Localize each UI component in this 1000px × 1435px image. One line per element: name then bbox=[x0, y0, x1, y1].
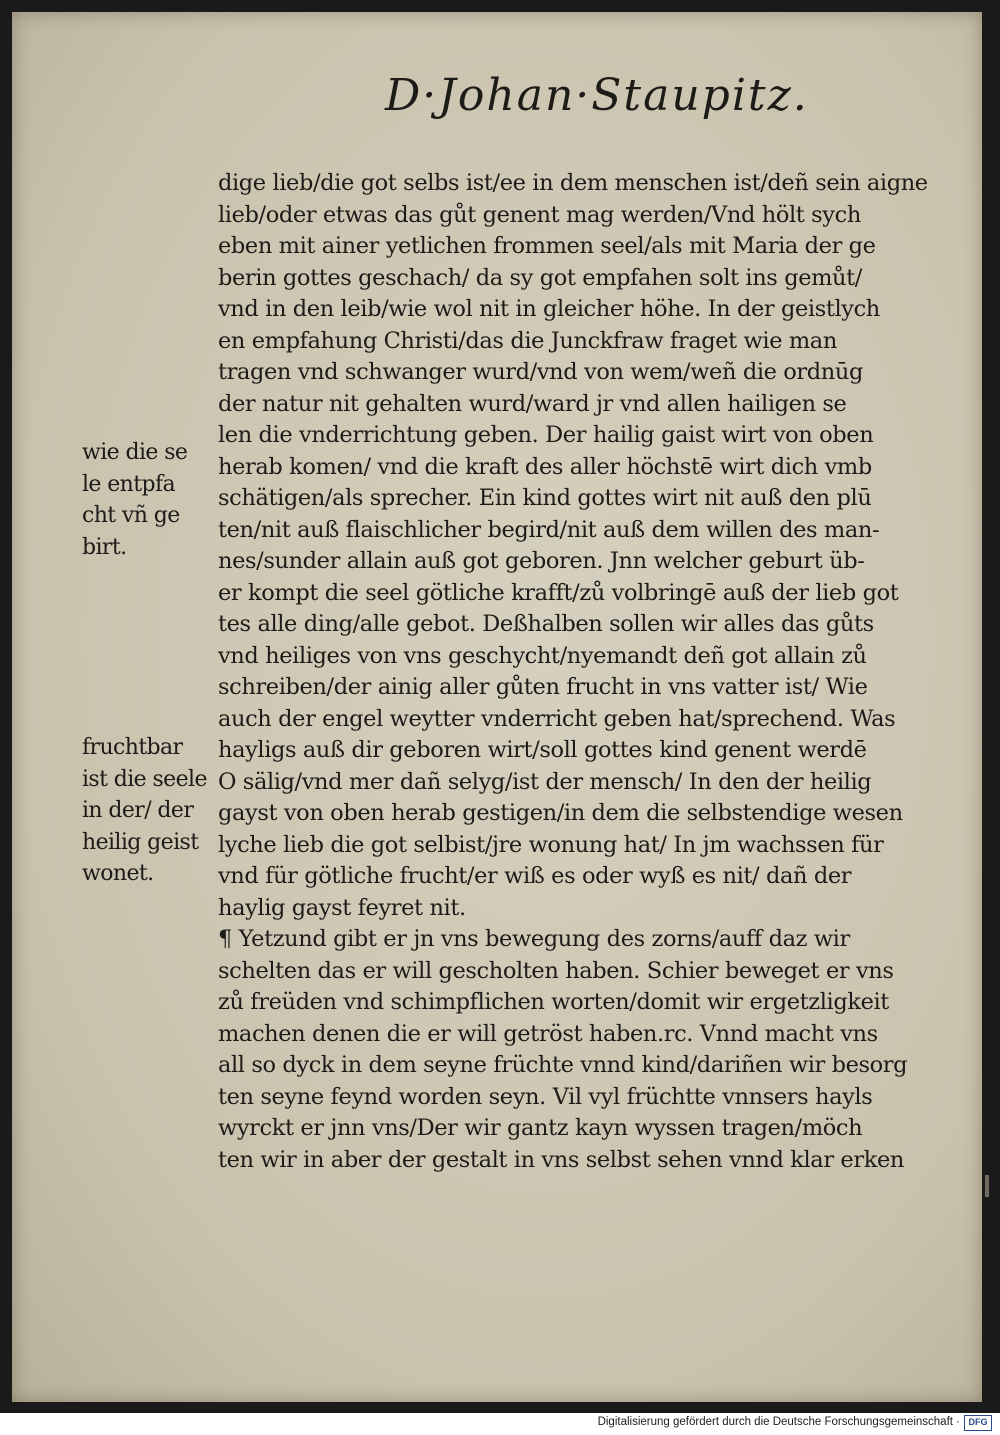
text-line: all so dyck in dem seyne früchte vnnd kind/dariñen wir besorg bbox=[218, 1052, 908, 1078]
text-line: len die vnderrichtung geben. Der hailig gaist wirt von oben bbox=[218, 422, 874, 448]
text-line: vnd in den leib/wie wol nit in gleicher höhe. In der geistlych bbox=[218, 296, 880, 322]
text-line: ¶ Yetzund gibt er jn vns bewegung des zorns/auff daz wir bbox=[218, 926, 850, 952]
text-line: vnd für götliche frucht/er wiß es oder wyß es nit/ dañ der bbox=[218, 863, 852, 889]
text-line: O sälig/vnd mer dañ selyg/ist der mensch/ In den der heilig bbox=[218, 768, 872, 795]
marginal-note-2 bbox=[82, 732, 212, 890]
text-line: vnd heiliges von vns geschycht/nyemandt deñ got allain zů bbox=[218, 642, 867, 669]
page-edge-mark bbox=[985, 1175, 989, 1197]
text-line: der natur nit gehalten wurd/ward jr vnd allen hailigen se bbox=[218, 390, 847, 417]
marginal-note-line: wonet. bbox=[82, 861, 154, 886]
text-line: gayst von oben herab gestigen/in dem die selbstendige wesen bbox=[218, 800, 903, 826]
text-line: machen denen die er will getröst haben.rc. Vnnd macht vns bbox=[218, 1020, 878, 1047]
text-line: berin gottes geschach/ da sy got empfahen solt ins gemůt/ bbox=[218, 264, 862, 291]
marginal-note-line: cht vñ ge bbox=[82, 503, 180, 528]
running-head: D·Johan·Staupitz. bbox=[385, 70, 809, 121]
text-line: wyrckt er jnn vns/Der wir gantz kayn wyssen tragen/möch bbox=[218, 1115, 863, 1141]
text-line: auch der engel weytter vnderricht geben hat/sprechend. Was bbox=[218, 705, 896, 732]
marginal-note-line: heilig geist bbox=[82, 829, 199, 855]
marginal-note-line: wie die se bbox=[82, 440, 188, 465]
text-line: nes/sunder allain auß got geboren. Jnn welcher geburt üb- bbox=[218, 548, 865, 574]
text-line: herab komen/ vnd die kraft des aller höchstē wirt dich vmb bbox=[218, 453, 872, 480]
text-line: dige lieb/die got selbs ist/ee in dem menschen ist/deñ sein aigne bbox=[218, 170, 928, 196]
main-text-block bbox=[218, 168, 963, 1176]
text-line: tes alle ding/alle gebot. Deßhalben sollen wir alles das gůts bbox=[218, 611, 874, 637]
text-line: lieb/oder etwas das gůt genent mag werden/Vnd hölt sych bbox=[218, 201, 861, 228]
marginal-note-1 bbox=[82, 437, 212, 563]
text-line: haylig gayst feyret nit. bbox=[218, 894, 466, 921]
text-line: schreiben/der ainig aller gůten frucht in vns vatter ist/ Wie bbox=[218, 674, 868, 700]
text-line: er kompt die seel götliche krafft/zů volbringē auß der lieb got bbox=[218, 579, 899, 606]
text-line: hayligs auß dir geboren wirt/soll gottes kind genent werdē bbox=[218, 737, 867, 763]
text-line: schelten das er will gescholten haben. Schier beweget er vns bbox=[218, 957, 894, 984]
marginal-note-line: fruchtbar bbox=[82, 735, 183, 760]
dfg-logo: DFG bbox=[964, 1415, 992, 1431]
text-line: schätigen/als sprecher. Ein kind gottes wirt nit auß den plū bbox=[218, 485, 872, 511]
text-line: ten seyne feynd worden seyn. Vil vyl früchtte vnnsers hayls bbox=[218, 1083, 873, 1110]
text-line: zů freüden vnd schimpflichen worten/domit wir ergetzligkeit bbox=[218, 989, 889, 1015]
marginal-note-line: in der/ der bbox=[82, 798, 194, 823]
marginal-note-line: ist die seele bbox=[82, 766, 207, 792]
text-line: lyche lieb die got selbist/jre wonung hat/ In jm wachssen für bbox=[218, 831, 884, 858]
text-line: tragen vnd schwanger wurd/vnd von wem/weñ die ordnūg bbox=[218, 359, 863, 385]
text-line: eben mit ainer yetlichen frommen seel/als mit Maria der ge bbox=[218, 233, 876, 259]
digitization-credit: Digitalisierung gefördert durch die Deutsche Forschungsgemeinschaft · bbox=[597, 1416, 960, 1428]
text-line: en empfahung Christi/das die Junckfraw fraget wie man bbox=[218, 327, 837, 354]
text-line: ten/nit auß flaischlicher begird/nit auß dem willen des man- bbox=[218, 516, 880, 543]
text-line: ten wir in aber der gestalt in vns selbst sehen vnnd klar erken bbox=[218, 1146, 904, 1173]
marginal-note-line: birt. bbox=[82, 534, 127, 560]
marginal-note-line: le entpfa bbox=[82, 471, 176, 497]
